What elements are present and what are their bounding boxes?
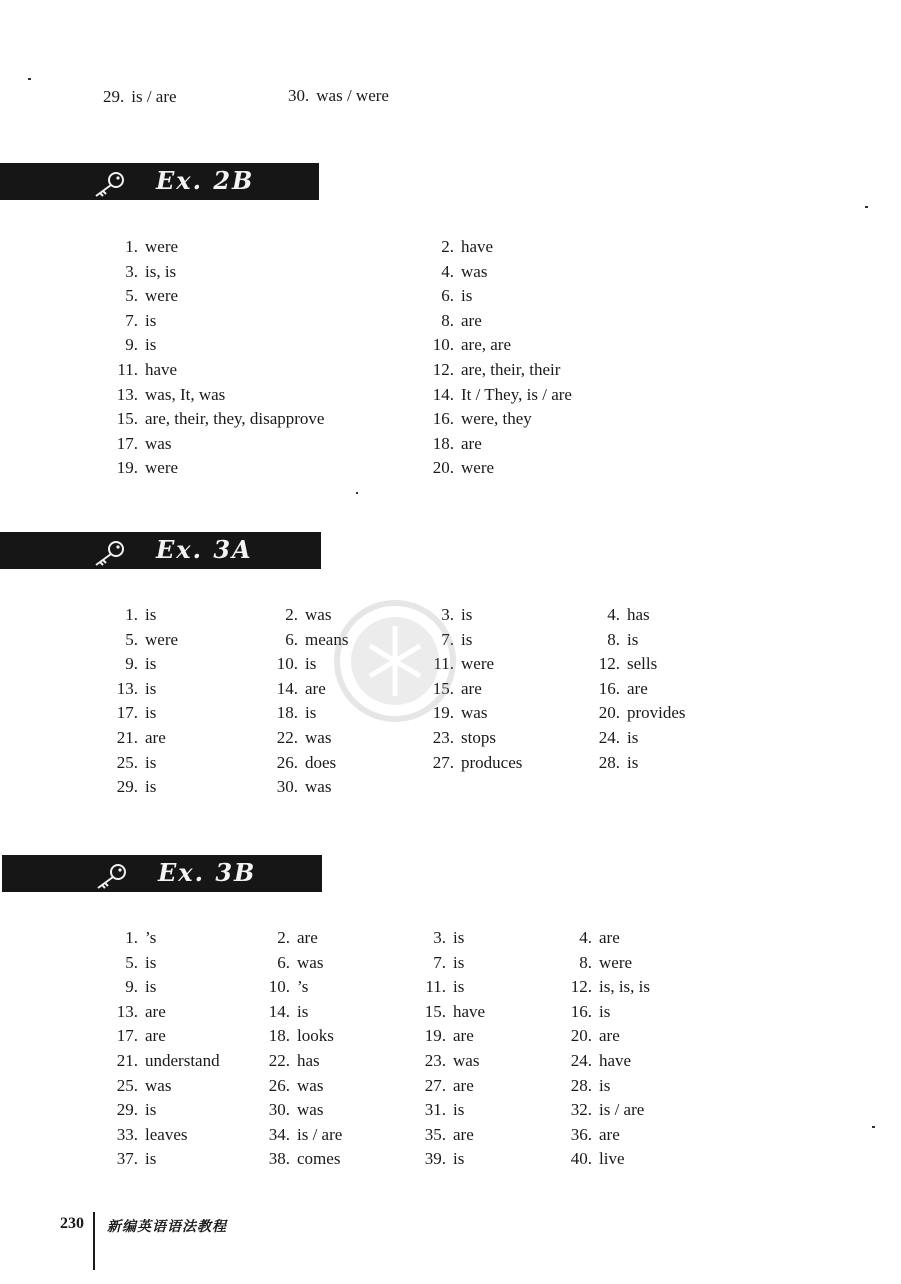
answer-text: are bbox=[453, 1125, 474, 1144]
answer-item bbox=[108, 679, 156, 699]
answer-item bbox=[268, 777, 331, 797]
answer-item bbox=[254, 1100, 323, 1120]
answer-item bbox=[410, 1051, 479, 1071]
answer-item bbox=[420, 237, 493, 257]
answer-text: was bbox=[461, 703, 488, 722]
answer-text: were bbox=[145, 458, 179, 477]
answer-number: 2. bbox=[277, 928, 290, 947]
answer-number: 8. bbox=[441, 311, 454, 330]
answer-number: 10. bbox=[268, 977, 290, 996]
answer-number: 3. bbox=[441, 605, 454, 624]
answer-text: is bbox=[627, 630, 639, 649]
scan-speck bbox=[356, 492, 358, 494]
answer-text: have bbox=[453, 1002, 486, 1021]
answer-text: was bbox=[305, 777, 332, 796]
answer-item bbox=[108, 311, 156, 331]
answer-item bbox=[556, 1026, 620, 1046]
answer-text: is bbox=[461, 286, 473, 305]
answer-text: provides bbox=[627, 703, 686, 722]
answer-number: 20. bbox=[598, 703, 620, 722]
answer-item bbox=[590, 728, 638, 748]
answer-text: have bbox=[599, 1051, 632, 1070]
answer-number: 9. bbox=[125, 654, 138, 673]
answer-text: are bbox=[599, 1026, 620, 1045]
answer-item bbox=[420, 458, 494, 478]
answer-number: 7. bbox=[441, 630, 454, 649]
answer-number: 8. bbox=[579, 953, 592, 972]
answer-text: is bbox=[297, 1002, 309, 1021]
answer-item bbox=[590, 703, 686, 723]
answer-text: is bbox=[305, 654, 317, 673]
answer-text: are bbox=[461, 434, 482, 453]
answer-item bbox=[420, 728, 496, 748]
answer-item bbox=[410, 1076, 474, 1096]
answer-number: 32. bbox=[570, 1100, 592, 1119]
answer-item: 30. was / were bbox=[288, 86, 389, 105]
answer-text: has bbox=[627, 605, 650, 624]
answer-item bbox=[108, 1125, 187, 1145]
answer-text: is, is bbox=[145, 262, 177, 281]
answer-item bbox=[420, 409, 532, 429]
answer-item bbox=[108, 728, 166, 748]
answer-text: comes bbox=[297, 1149, 341, 1168]
answer-number: 12. bbox=[432, 360, 454, 379]
answer-number: 4. bbox=[607, 605, 620, 624]
answer-item bbox=[268, 753, 336, 773]
answer-item bbox=[254, 1026, 334, 1046]
answer-text: are, their, they, disapprove bbox=[145, 409, 325, 428]
section-header-ex3b bbox=[2, 855, 322, 892]
answer-number: 24. bbox=[570, 1051, 592, 1070]
answer-item bbox=[108, 928, 156, 948]
answer-number: 29. bbox=[116, 777, 138, 796]
key-icon bbox=[94, 862, 128, 895]
footer-divider bbox=[93, 1212, 95, 1270]
answer-text: is bbox=[145, 753, 157, 772]
answer-item bbox=[420, 360, 560, 380]
answer-item bbox=[410, 1125, 474, 1145]
answer-number: 15. bbox=[116, 409, 138, 428]
answer-item bbox=[108, 1051, 220, 1071]
answer-text: were, they bbox=[461, 409, 532, 428]
answer-item: 29. is / are bbox=[103, 87, 177, 106]
answer-item bbox=[556, 1149, 625, 1169]
answer-text: produces bbox=[461, 753, 523, 772]
answer-item bbox=[420, 286, 472, 306]
answer-number: 10. bbox=[276, 654, 298, 673]
answer-text: are bbox=[145, 728, 166, 747]
answer-number: 12. bbox=[570, 977, 592, 996]
answer-text: was bbox=[305, 605, 332, 624]
answer-text: was bbox=[453, 1051, 480, 1070]
answer-number: 40. bbox=[570, 1149, 592, 1168]
answer-number: 13. bbox=[116, 679, 138, 698]
answer-number: 19. bbox=[116, 458, 138, 477]
answer-text: was bbox=[297, 1076, 324, 1095]
answer-number: 25. bbox=[116, 1076, 138, 1095]
answer-number: 25. bbox=[116, 753, 138, 772]
answer-text: has bbox=[297, 1051, 320, 1070]
answer-item bbox=[590, 654, 657, 674]
answer-item bbox=[108, 335, 156, 355]
answer-number: 28. bbox=[598, 753, 620, 772]
answer-item bbox=[254, 953, 323, 973]
answer-item bbox=[108, 1149, 156, 1169]
section-title: Ex. 2B bbox=[156, 166, 255, 195]
answer-item bbox=[420, 385, 572, 405]
answer-number: 30. bbox=[276, 777, 298, 796]
answer-number: 21. bbox=[116, 1051, 138, 1070]
answer-text: are, are bbox=[461, 335, 512, 354]
answer-item bbox=[254, 1125, 342, 1145]
answer-number: 16. bbox=[570, 1002, 592, 1021]
answer-number: 10. bbox=[432, 335, 454, 354]
answer-item bbox=[420, 311, 482, 331]
answer-number: 27. bbox=[424, 1076, 446, 1095]
answer-number: 39. bbox=[424, 1149, 446, 1168]
answer-number: 22. bbox=[276, 728, 298, 747]
answer-item bbox=[108, 953, 156, 973]
answer-text: is bbox=[461, 605, 473, 624]
answer-text: is bbox=[145, 311, 157, 330]
answer-number: 17. bbox=[116, 434, 138, 453]
answer-number: 28. bbox=[570, 1076, 592, 1095]
answer-text: ’s bbox=[297, 977, 309, 996]
answer-item bbox=[268, 679, 326, 699]
answer-item bbox=[590, 679, 648, 699]
answer-text: have bbox=[145, 360, 178, 379]
answer-item bbox=[108, 385, 225, 405]
answer-text: are bbox=[453, 1026, 474, 1045]
answer-text: understand bbox=[145, 1051, 220, 1070]
answer-number: 24. bbox=[598, 728, 620, 747]
answer-item bbox=[254, 1002, 308, 1022]
answer-number: 22. bbox=[268, 1051, 290, 1070]
scan-speck bbox=[865, 206, 868, 208]
answer-item bbox=[556, 1076, 610, 1096]
answer-text: means bbox=[305, 630, 349, 649]
answer-item bbox=[410, 1100, 464, 1120]
answer-number: 16. bbox=[432, 409, 454, 428]
answer-item bbox=[108, 1026, 166, 1046]
answer-number: 17. bbox=[116, 1026, 138, 1045]
answer-text: are, their, their bbox=[461, 360, 561, 379]
answer-item bbox=[108, 1002, 166, 1022]
answer-item bbox=[268, 703, 316, 723]
answer-item bbox=[410, 953, 464, 973]
answer-number: 6. bbox=[441, 286, 454, 305]
answer-text: are bbox=[599, 928, 620, 947]
answer-item bbox=[420, 753, 522, 773]
answer-number: 1. bbox=[125, 928, 138, 947]
answer-item bbox=[590, 753, 638, 773]
answer-number: 14. bbox=[268, 1002, 290, 1021]
answer-number: 37. bbox=[116, 1149, 138, 1168]
answer-text: is bbox=[453, 977, 465, 996]
answer-number: 27. bbox=[432, 753, 454, 772]
answer-text: are bbox=[627, 679, 648, 698]
answer-text: is bbox=[145, 654, 157, 673]
answer-number: 13. bbox=[116, 1002, 138, 1021]
answer-number: 14. bbox=[276, 679, 298, 698]
answer-text: is, is, is bbox=[599, 977, 651, 996]
answer-number: 4. bbox=[579, 928, 592, 947]
answer-item bbox=[108, 458, 178, 478]
answer-text: are bbox=[305, 679, 326, 698]
answer-text: were bbox=[145, 630, 179, 649]
answer-number: 1. bbox=[125, 605, 138, 624]
answer-number: 21. bbox=[116, 728, 138, 747]
answer-item bbox=[590, 605, 650, 625]
answer-item bbox=[108, 703, 156, 723]
answer-text: is bbox=[145, 335, 157, 354]
answer-text: is / are bbox=[297, 1125, 343, 1144]
answer-number: 5. bbox=[125, 630, 138, 649]
answer-text: are bbox=[145, 1026, 166, 1045]
answer-number: 9. bbox=[125, 335, 138, 354]
stamp-watermark bbox=[330, 596, 460, 731]
answer-text: were bbox=[461, 654, 495, 673]
answer-item bbox=[410, 977, 464, 997]
answer-text: was bbox=[145, 1076, 172, 1095]
answer-text: were bbox=[145, 286, 179, 305]
answer-number: 33. bbox=[116, 1125, 138, 1144]
answer-item bbox=[420, 335, 511, 355]
answer-item bbox=[410, 1002, 485, 1022]
answer-text: are bbox=[297, 928, 318, 947]
answer-text: is bbox=[453, 953, 465, 972]
answer-item bbox=[420, 262, 487, 282]
answer-number: 8. bbox=[607, 630, 620, 649]
answer-number: 18. bbox=[276, 703, 298, 722]
answer-number: 18. bbox=[432, 434, 454, 453]
answer-number: 7. bbox=[433, 953, 446, 972]
answer-item bbox=[108, 360, 177, 380]
answer-text: is bbox=[145, 953, 157, 972]
section-header-ex2b bbox=[0, 163, 319, 200]
answer-number: 17. bbox=[116, 703, 138, 722]
answer-item bbox=[108, 977, 156, 997]
answer-text: is bbox=[461, 630, 473, 649]
answer-item bbox=[268, 728, 331, 748]
answer-number: 9. bbox=[125, 977, 138, 996]
answer-text: is bbox=[627, 753, 639, 772]
answer-item bbox=[254, 1149, 340, 1169]
answer-item bbox=[556, 1002, 610, 1022]
answer-text: were bbox=[461, 458, 495, 477]
answer-text: looks bbox=[297, 1026, 334, 1045]
answer-text: is bbox=[453, 928, 465, 947]
answer-item bbox=[420, 434, 482, 454]
answer-number: 23. bbox=[424, 1051, 446, 1070]
key-icon bbox=[92, 170, 126, 203]
answer-number: 3. bbox=[433, 928, 446, 947]
answer-item bbox=[254, 977, 308, 997]
answer-text: stops bbox=[461, 728, 496, 747]
answer-text: is bbox=[627, 728, 639, 747]
answer-item bbox=[410, 1149, 464, 1169]
answer-item bbox=[108, 1076, 171, 1096]
answer-number: 13. bbox=[116, 385, 138, 404]
answer-number: 4. bbox=[441, 262, 454, 281]
answer-number: 7. bbox=[125, 311, 138, 330]
answer-number: 2. bbox=[285, 605, 298, 624]
answer-number: 12. bbox=[598, 654, 620, 673]
answer-text: is bbox=[305, 703, 317, 722]
answer-text: is / are bbox=[599, 1100, 645, 1119]
answer-item bbox=[108, 777, 156, 797]
answer-text: was bbox=[145, 434, 172, 453]
answer-text: are bbox=[461, 679, 482, 698]
answer-text: ’s bbox=[145, 928, 157, 947]
answer-item bbox=[108, 630, 178, 650]
answer-text: is bbox=[145, 679, 157, 698]
answer-item bbox=[556, 953, 632, 973]
answer-item bbox=[108, 409, 324, 429]
answer-item bbox=[254, 928, 318, 948]
answer-item bbox=[108, 1100, 156, 1120]
answer-number: 14. bbox=[432, 385, 454, 404]
answer-item bbox=[108, 605, 156, 625]
answer-text: is bbox=[599, 1002, 611, 1021]
answer-text: was, It, was bbox=[145, 385, 226, 404]
page-number: 230 bbox=[60, 1215, 84, 1232]
answer-text: is bbox=[145, 777, 157, 796]
answer-number: 6. bbox=[277, 953, 290, 972]
answer-text: is bbox=[599, 1076, 611, 1095]
answer-item bbox=[254, 1076, 323, 1096]
answer-text: is bbox=[453, 1100, 465, 1119]
answer-number: 34. bbox=[268, 1125, 290, 1144]
answer-number: 11. bbox=[433, 654, 454, 673]
answer-number: 36. bbox=[570, 1125, 592, 1144]
answer-text: is bbox=[145, 1100, 157, 1119]
answer-number: 15. bbox=[424, 1002, 446, 1021]
answer-item bbox=[108, 654, 156, 674]
answer-text: was bbox=[305, 728, 332, 747]
answer-number: 26. bbox=[268, 1076, 290, 1095]
section-header-ex3a bbox=[0, 532, 321, 569]
answer-item bbox=[590, 630, 638, 650]
answer-text: leaves bbox=[145, 1125, 188, 1144]
answer-item bbox=[556, 1100, 644, 1120]
answer-item bbox=[556, 1051, 631, 1071]
answer-item bbox=[556, 1125, 620, 1145]
answer-item bbox=[108, 237, 178, 257]
answer-number: 2. bbox=[441, 237, 454, 256]
answer-text: was bbox=[297, 953, 324, 972]
scan-speck bbox=[28, 78, 31, 80]
scan-speck bbox=[872, 1126, 875, 1128]
answer-text: is bbox=[145, 703, 157, 722]
answer-number: 35. bbox=[424, 1125, 446, 1144]
answer-text: sells bbox=[627, 654, 658, 673]
answer-text: does bbox=[305, 753, 337, 772]
section-title: Ex. 3A bbox=[156, 535, 253, 564]
answer-number: 23. bbox=[432, 728, 454, 747]
answer-number: 38. bbox=[268, 1149, 290, 1168]
answer-text: are bbox=[145, 1002, 166, 1021]
answer-text: are bbox=[461, 311, 482, 330]
answer-text: are bbox=[453, 1076, 474, 1095]
answer-item bbox=[254, 1051, 320, 1071]
answer-text: live bbox=[599, 1149, 625, 1168]
answer-text: is bbox=[145, 605, 157, 624]
answer-number: 5. bbox=[125, 953, 138, 972]
answer-text: was bbox=[461, 262, 488, 281]
answer-number: 20. bbox=[570, 1026, 592, 1045]
answer-number: 29. bbox=[116, 1100, 138, 1119]
answer-text: are bbox=[599, 1125, 620, 1144]
section-title: Ex. 3B bbox=[158, 858, 257, 887]
answer-item bbox=[108, 434, 171, 454]
answer-item bbox=[108, 286, 178, 306]
answer-number: 6. bbox=[285, 630, 298, 649]
answer-item bbox=[410, 928, 464, 948]
answer-item bbox=[108, 753, 156, 773]
answer-item bbox=[410, 1026, 474, 1046]
answer-number: 31. bbox=[424, 1100, 446, 1119]
answer-number: 11. bbox=[425, 977, 446, 996]
answer-text: is bbox=[453, 1149, 465, 1168]
book-title: 新编英语语法教程 bbox=[107, 1219, 227, 1235]
answer-number: 26. bbox=[276, 753, 298, 772]
answer-number: 16. bbox=[598, 679, 620, 698]
answer-text: is bbox=[145, 977, 157, 996]
answer-item bbox=[268, 605, 331, 625]
answer-number: 15. bbox=[432, 679, 454, 698]
answer-text: were bbox=[145, 237, 179, 256]
answer-number: 3. bbox=[125, 262, 138, 281]
answer-text: is bbox=[145, 1149, 157, 1168]
answer-item bbox=[268, 654, 316, 674]
answer-item bbox=[556, 928, 620, 948]
answer-text: have bbox=[461, 237, 494, 256]
answer-number: 18. bbox=[268, 1026, 290, 1045]
answer-number: 30. bbox=[268, 1100, 290, 1119]
answer-number: 1. bbox=[125, 237, 138, 256]
answer-text: were bbox=[599, 953, 633, 972]
answer-item bbox=[108, 262, 176, 282]
answer-text: It / They, is / are bbox=[461, 385, 572, 404]
answer-number: 5. bbox=[125, 286, 138, 305]
answer-item bbox=[556, 977, 650, 997]
answer-number: 11. bbox=[117, 360, 138, 379]
key-icon bbox=[92, 539, 126, 572]
answer-number: 20. bbox=[432, 458, 454, 477]
answer-text: was bbox=[297, 1100, 324, 1119]
answer-number: 19. bbox=[424, 1026, 446, 1045]
answer-number: 19. bbox=[432, 703, 454, 722]
